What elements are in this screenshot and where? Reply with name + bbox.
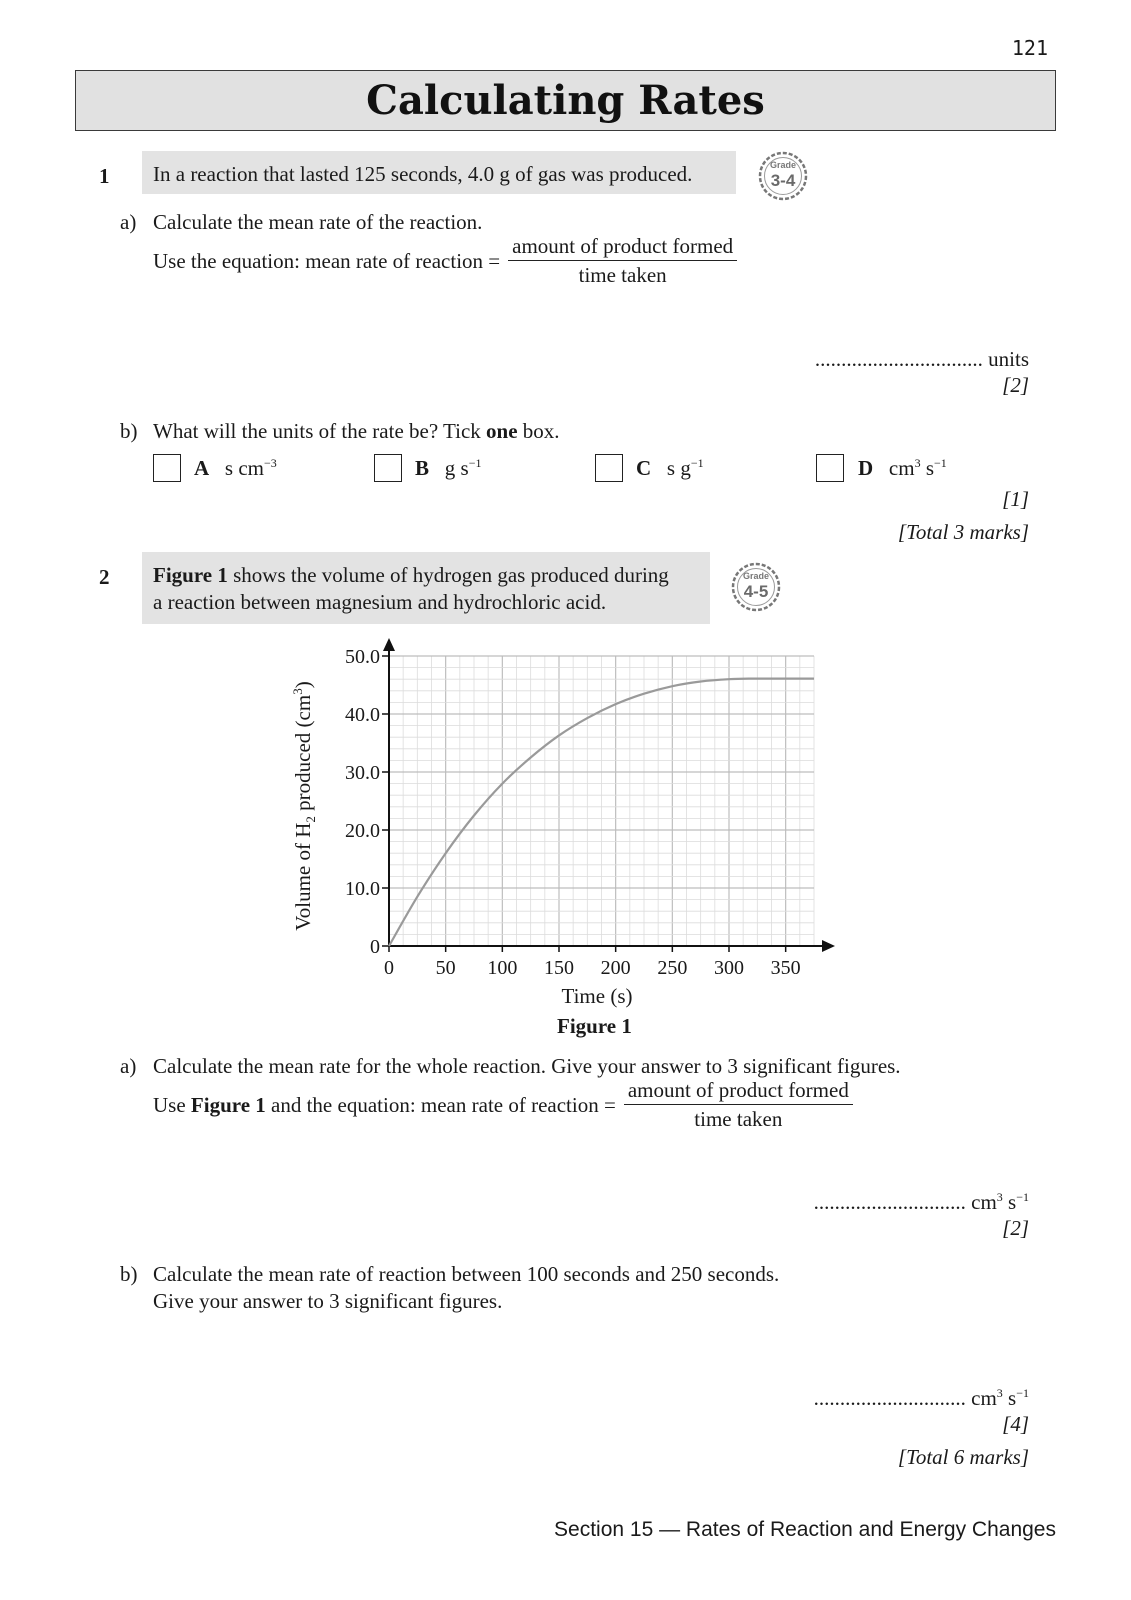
q2b-unit-sup2: −1 <box>1016 1386 1029 1400</box>
y-tick-label: 40.0 <box>345 704 380 726</box>
y-axis-label <box>290 681 318 930</box>
y-axis-label-sup: 3 <box>290 688 305 695</box>
grade-badge-label: Grade <box>742 571 770 581</box>
question-1-number: 1 <box>99 164 110 188</box>
x-tick-label: 0 <box>384 957 394 979</box>
grade-badge-label: Grade <box>769 160 797 170</box>
q2a-unit-sup2: −1 <box>1016 1190 1029 1204</box>
q2-intro-text: shows the volume of hydrogen gas produced during <box>227 563 669 587</box>
q2a-eq-pre: Use <box>153 1092 191 1117</box>
question-2-number: 2 <box>99 565 110 589</box>
q2b-unit: cm <box>971 1386 997 1410</box>
q1-total-marks: [Total 3 marks] <box>897 520 1029 544</box>
q1a-equation-prefix: Use the equation: mean rate of reaction = <box>153 248 501 273</box>
y-axis-label-sub: 2 <box>303 816 318 823</box>
q1b-label: b) <box>120 419 138 443</box>
y-axis-label-mid: produced (cm <box>291 694 315 817</box>
y-tick-label: 30.0 <box>345 762 380 784</box>
x-tick-label: 250 <box>657 957 688 979</box>
option-b-letter: B <box>415 456 430 480</box>
option-d-unit: cm <box>888 456 915 480</box>
grade-badge-value: 3-4 <box>770 171 796 190</box>
q2b-label: b) <box>120 1262 138 1286</box>
q2a-fraction <box>624 1080 853 1130</box>
option-d-sup2: −1 <box>934 456 947 470</box>
page-number: 121 <box>1011 36 1048 60</box>
q2a-unit: cm <box>971 1190 997 1214</box>
question-2-intro-line2: a reaction between magnesium and hydrochloric acid. <box>153 590 607 614</box>
option-c-letter: C <box>636 456 652 480</box>
y-tick-label: 50.0 <box>345 646 380 668</box>
q2-intro-bold: Figure 1 <box>153 563 228 587</box>
q2a-answer-line <box>814 1192 1029 1213</box>
option-b-unit: g s <box>444 456 469 480</box>
y-tick-label: 20.0 <box>345 820 380 842</box>
q2b-answer-line <box>814 1388 1029 1409</box>
option-c-sup: −1 <box>690 456 704 470</box>
x-axis-arrow-icon <box>822 940 835 952</box>
q2a-label: a) <box>120 1054 137 1078</box>
x-tick-label: 100 <box>487 957 518 979</box>
x-tick-label: 350 <box>770 957 801 979</box>
q1a-label: a) <box>120 210 137 234</box>
x-tick-label: 150 <box>544 957 574 979</box>
option-d-unit2: s <box>920 456 935 480</box>
q2b-line1: Calculate the mean rate of reaction between 100 seconds and 250 seconds. <box>153 1262 780 1286</box>
y-axis-label-post: ) <box>291 681 315 689</box>
question-1-intro: In a reaction that lasted 125 seconds, 4.0 g of gas was produced. <box>153 162 693 186</box>
y-tick-label: 10.0 <box>345 878 380 900</box>
option-a-letter: A <box>194 456 210 480</box>
y-axis-label-pre: Volume of H <box>291 822 315 931</box>
q2a-marks: [2] <box>1002 1216 1029 1240</box>
q1a-numerator: amount of product formed <box>508 236 737 261</box>
option-c-unit: s g <box>666 456 691 480</box>
q2a-unit2: s <box>1002 1190 1017 1214</box>
answer-dots[interactable]: ............................. <box>813 1386 966 1410</box>
q1b-text-post: box. <box>517 419 560 443</box>
q2b-unit2: s <box>1002 1386 1017 1410</box>
q2a-equation-prefix <box>153 1092 616 1117</box>
option-a-unit: s cm <box>224 456 264 480</box>
x-tick-label: 300 <box>714 957 744 979</box>
q2a-eq-bold: Figure 1 <box>190 1092 266 1117</box>
q2b-line2: Give your answer to 3 significant figures. <box>153 1289 503 1313</box>
q2a-denominator: time taken <box>694 1107 783 1131</box>
q1a-text: Calculate the mean rate of the reaction. <box>153 210 483 234</box>
answer-unit <box>971 1386 1029 1410</box>
y-axis-arrow-icon <box>383 638 395 651</box>
x-tick-label: 50 <box>435 957 456 979</box>
q1a-marks: [2] <box>1002 373 1029 397</box>
answer-dots[interactable]: ................................ <box>814 347 983 371</box>
q1a-denominator: time taken <box>578 263 667 287</box>
q2a-numerator: amount of product formed <box>624 1080 853 1105</box>
q1b-marks: [1] <box>1002 487 1029 511</box>
answer-dots[interactable]: ............................. <box>813 1190 966 1214</box>
option-a-sup: −3 <box>264 456 277 470</box>
option-d-sup: 3 <box>914 456 921 470</box>
section-footer: Section 15 — Rates of Reaction and Energy Changes <box>554 1518 1056 1541</box>
q1b-text-bold: one <box>486 419 518 443</box>
q2b-unit-sup: 3 <box>996 1386 1003 1400</box>
grade-badge-value: 4-5 <box>743 582 769 601</box>
q2b-marks: [4] <box>1002 1412 1029 1436</box>
q2a-equation <box>153 1080 853 1130</box>
q1b-text-pre: What will the units of the rate be? Tick <box>153 419 487 443</box>
x-tick-label: 200 <box>600 957 631 979</box>
q2a-text: Calculate the mean rate for the whole reaction. Give your answer to 3 significant figures. <box>153 1054 901 1078</box>
option-b-sup: −1 <box>468 456 482 470</box>
x-axis-label: Time (s) <box>561 984 633 1008</box>
answer-unit <box>971 1190 1029 1214</box>
option-d-letter: D <box>858 456 874 480</box>
y-tick-label: 0 <box>370 936 380 958</box>
figure-caption: Figure 1 <box>557 1014 632 1038</box>
page-title: Calculating Rates <box>366 77 765 124</box>
chart-grid <box>389 656 814 946</box>
answer-unit: units <box>988 347 1029 371</box>
q2-total-marks: [Total 6 marks] <box>897 1445 1029 1469</box>
q2a-unit-sup: 3 <box>996 1190 1003 1204</box>
q2a-eq-post: and the equation: mean rate of reaction = <box>265 1092 616 1117</box>
